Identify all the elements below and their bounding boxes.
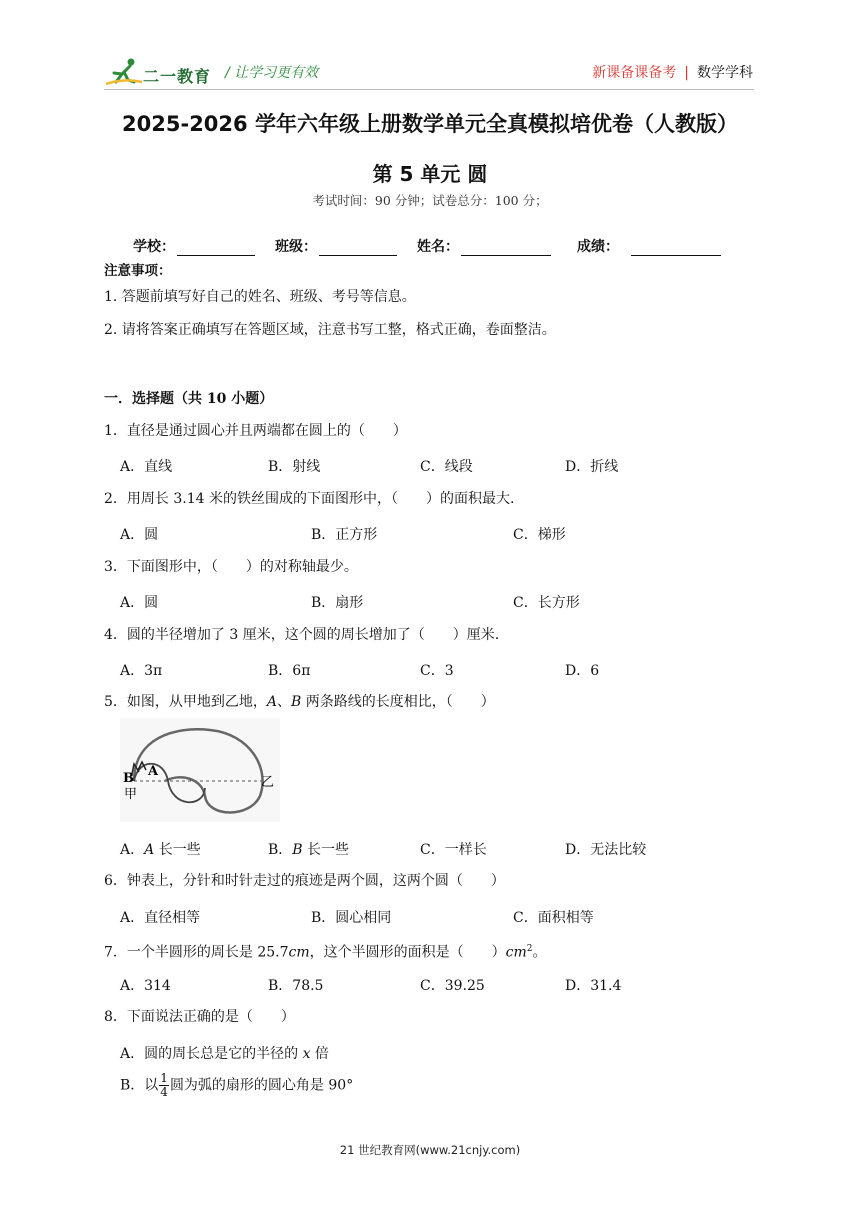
q5-route-figure [120,718,280,822]
q2-option-a[interactable]: A．圆 [120,527,159,543]
q5-option-a[interactable] [120,839,201,859]
notice-item: 1. 答题前填写好自己的姓名、班级、考号等信息。 [104,289,416,305]
header-tagline: 新课备课备考 [592,65,677,81]
notice-item: 2. 请将答案正确填写在答题区域，注意书写工整，格式正确，卷面整洁。 [104,322,556,338]
exam-meta: 考试时间：90 分钟；试卷总分：100 分； [312,193,548,208]
q2-option-b[interactable]: B．正方形 [311,527,378,543]
q5-stem-pre: 5．如图，从甲地到乙地， [104,694,267,710]
question-3-stem: 3．下面图形中，（ ）的对称轴最少。 [104,559,358,575]
figure-label-b: B [123,771,134,786]
slogan: / 让学习更有效 [225,65,319,81]
q1-option-b[interactable]: B．射线 [268,459,321,475]
field-label: 学校： [133,239,175,255]
q5-route-a: A [266,694,278,710]
fraction-denominator: 4 [160,1085,168,1099]
figure-label-end: 乙 [261,775,275,790]
fraction-one-quarter [159,1072,169,1099]
q6-option-a[interactable]: A．直径相等 [120,910,201,926]
q5-route-b: B [291,694,302,710]
header-separator: | [684,65,689,81]
q5-option-c[interactable]: C．一样长 [420,842,487,858]
option-letter: B． [268,842,293,858]
q1-option-d[interactable]: D．折线 [565,459,619,475]
question-7-stem [104,940,547,962]
option-text: 倍 [310,1046,329,1062]
q7-unit: cm [288,944,310,961]
q4-option-c[interactable]: C．3 [420,663,454,679]
question-6-stem: 6．钟表上，分针和时针走过的痕迹是两个圆，这两个圆（ ） [104,873,505,889]
option-text: B．以 [120,1077,159,1094]
figure-label-start: 甲 [124,787,138,802]
q1-option-a[interactable]: A．直线 [120,459,173,475]
q4-option-b[interactable]: B．6π [268,663,311,679]
header-right [592,62,753,82]
q3-option-b[interactable]: B．扇形 [311,595,364,611]
q2-option-c[interactable]: C．梯形 [513,527,566,543]
q3-option-a[interactable]: A．圆 [120,595,159,611]
notice-heading: 注意事项： [104,263,172,279]
q7-stem-mid: ，这个半圆形的面积是（ ） [309,944,506,961]
score-field[interactable] [577,236,721,256]
q7-option-c[interactable]: C．39.25 [420,978,485,994]
school-field[interactable] [133,236,255,256]
q7-option-a[interactable]: A．314 [120,978,171,994]
q5-option-b[interactable] [268,839,349,859]
q7-stem-post: 。 [532,944,547,961]
q7-option-b[interactable]: B．78.5 [268,978,324,994]
q7-unit2: cm [505,944,527,961]
question-1-stem: 1．直径是通过圆心并且两端都在圆上的（ ） [104,423,407,439]
question-2-stem: 2．用周长 3.14 米的铁丝围成的下面图形中，（ ）的面积最大. [104,491,515,507]
class-blank[interactable] [319,240,397,256]
header-subject: 数学学科 [697,65,753,81]
option-text: 圆为弧的扇形的圆心角是 90° [169,1077,354,1094]
question-8-stem: 8．下面说法正确的是（ ） [104,1009,295,1025]
q6-option-c[interactable]: C．面积相等 [513,910,594,926]
school-blank[interactable] [177,240,255,256]
q7-option-d[interactable]: D．31.4 [565,978,622,994]
q4-option-a[interactable]: A．3π [120,663,163,679]
q6-option-b[interactable]: B．圆心相同 [311,910,392,926]
name-field[interactable] [417,236,551,256]
q5-option-d[interactable]: D．无法比较 [565,842,647,858]
name-blank[interactable] [461,240,551,256]
option-letter: A． [120,842,145,858]
student-info-fields [133,236,741,256]
option-text: 长一些 [302,842,350,858]
option-text: A．圆的周长总是它的半径的 [120,1046,303,1062]
page-subtitle: 第 5 单元 圆 [372,162,488,186]
q8-option-a[interactable] [120,1043,329,1063]
q8-option-b[interactable] [120,1072,353,1099]
q7-sup: 2 [526,944,533,954]
logo-runner-icon [104,56,144,88]
field-label: 成绩： [577,239,619,255]
field-label: 班级： [275,239,317,255]
q3-option-c[interactable]: C．长方形 [513,595,580,611]
q5-sep: 、 [277,694,292,710]
option-var: x [302,1046,311,1062]
field-label: 姓名： [417,239,459,255]
q1-option-c[interactable]: C．线段 [420,459,473,475]
option-var: B [292,842,303,858]
fraction-numerator: 1 [160,1071,168,1085]
footer: 21 世纪教育网(www.21cnjy.com) [339,1143,521,1157]
question-4-stem: 4．圆的半径增加了 3 厘米，这个圆的周长增加了（ ）厘米. [104,627,500,643]
score-blank[interactable] [631,240,721,256]
class-field[interactable] [275,236,397,256]
q5-stem-post: 两条路线的长度相比，（ ） [301,694,495,710]
q7-stem-pre: 7．一个半圆形的周长是 25.7 [104,944,289,961]
section-title: 一．选择题（共 10 小题） [104,391,274,407]
option-text: 长一些 [154,842,201,858]
option-var: A [144,842,155,858]
logo-text: 二一教育 [143,67,212,86]
header-divider [104,89,754,90]
question-5-stem [104,693,495,711]
q4-option-d[interactable]: D．6 [565,663,600,679]
figure-label-a: A [148,764,159,779]
page-title: 2025-2026 学年六年级上册数学单元全真模拟培优卷（人教版） [122,112,738,136]
